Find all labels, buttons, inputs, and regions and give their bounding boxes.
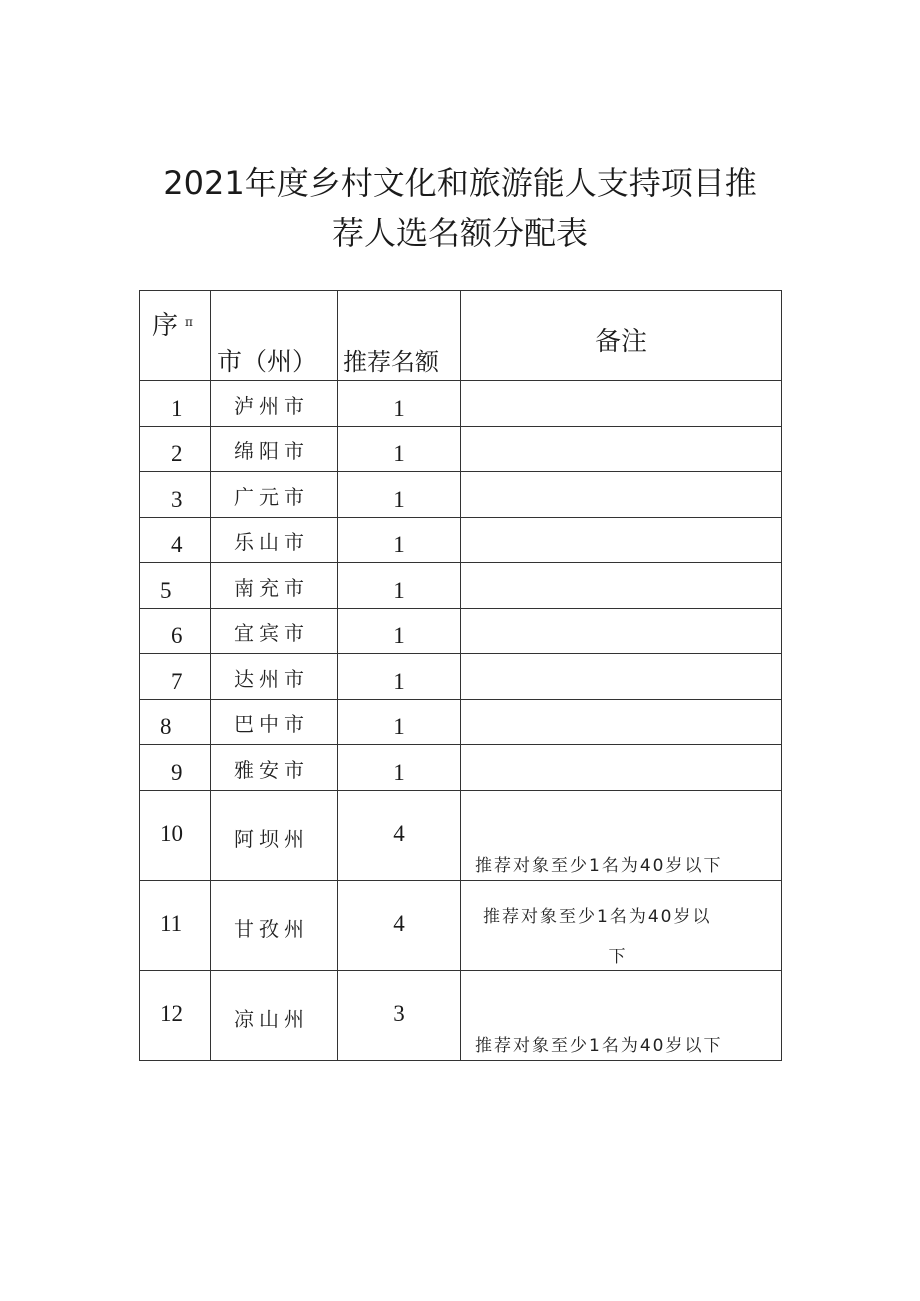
note-cell — [461, 381, 782, 427]
city-name: 凉山州 — [234, 1006, 309, 1031]
quota-cell — [338, 654, 461, 700]
table-row — [140, 970, 782, 1060]
city-cell — [211, 608, 338, 654]
note-text: 推荐对象至少1名为40岁以下 — [475, 1035, 723, 1056]
table-row — [140, 472, 782, 518]
city-name: 甘孜州 — [234, 916, 309, 941]
quota-cell — [338, 517, 461, 563]
note-cell — [461, 472, 782, 518]
city-cell — [211, 654, 338, 700]
row-number: 11 — [160, 910, 183, 936]
table-header-row — [140, 291, 782, 381]
city-cell — [211, 745, 338, 791]
header-quota-cell — [338, 291, 461, 381]
quota-allocation-table — [139, 290, 782, 1061]
table-row — [140, 517, 782, 563]
city-cell — [211, 970, 338, 1060]
quota-value: 1 — [393, 668, 405, 694]
row-number: 6 — [171, 623, 183, 648]
seq-cell — [140, 654, 211, 700]
note-cell — [461, 563, 782, 609]
title-line-1: 2021年度乡村文化和旅游能人支持项目推 — [163, 164, 757, 202]
note-text-line2: 下 — [608, 946, 628, 967]
seq-cell — [140, 699, 211, 745]
quota-cell — [338, 381, 461, 427]
city-name: 巴中市 — [234, 712, 309, 736]
note-cell — [461, 790, 782, 880]
header-seq-cell — [140, 291, 211, 381]
city-cell — [211, 563, 338, 609]
quota-cell — [338, 790, 461, 880]
row-number: 9 — [171, 759, 183, 785]
quota-cell — [338, 970, 461, 1060]
table-row — [140, 654, 782, 700]
row-number: 1 — [171, 395, 183, 421]
city-name: 雅安市 — [234, 757, 309, 782]
city-name: 阿坝州 — [234, 826, 309, 851]
city-cell — [211, 880, 338, 970]
row-number: 10 — [160, 820, 183, 846]
quota-value: 1 — [393, 577, 405, 603]
city-name: 达州市 — [234, 666, 309, 691]
quota-value: 1 — [393, 486, 405, 512]
table-row — [140, 608, 782, 654]
city-name: 乐山市 — [234, 530, 309, 554]
quota-cell — [338, 563, 461, 609]
note-text: 推荐对象至少1名为40岁以下 — [475, 855, 723, 876]
quota-cell — [338, 699, 461, 745]
quota-cell — [338, 880, 461, 970]
header-city-cell — [211, 291, 338, 381]
city-cell — [211, 426, 338, 472]
header-seq: 序 — [152, 311, 179, 341]
table-row — [140, 790, 782, 880]
note-text-line1: 推荐对象至少1名为40岁以 — [483, 906, 712, 927]
seq-cell — [140, 563, 211, 609]
header-quota: 推荐名额 — [343, 348, 439, 376]
note-cell — [461, 608, 782, 654]
note-cell — [461, 426, 782, 472]
table-row — [140, 745, 782, 791]
row-number: 5 — [160, 577, 172, 603]
note-cell — [461, 880, 782, 970]
city-name: 绵阳市 — [234, 439, 309, 463]
document-title — [0, 158, 920, 258]
quota-value: 1 — [393, 395, 405, 421]
note-cell — [461, 654, 782, 700]
row-number: 2 — [171, 441, 183, 466]
note-cell — [461, 745, 782, 791]
note-cell — [461, 699, 782, 745]
quota-value: 4 — [393, 910, 405, 936]
seq-cell — [140, 381, 211, 427]
row-number: 12 — [160, 1000, 183, 1026]
seq-cell — [140, 745, 211, 791]
seq-cell — [140, 608, 211, 654]
city-name: 广元市 — [234, 484, 309, 509]
note-text-wrapped — [483, 897, 773, 977]
seq-cell — [140, 880, 211, 970]
quota-value: 4 — [393, 820, 405, 846]
quota-cell — [338, 608, 461, 654]
quota-value: 1 — [393, 759, 405, 785]
header-note-cell — [461, 291, 782, 381]
quota-value: 1 — [393, 441, 405, 466]
seq-cell — [140, 472, 211, 518]
city-cell — [211, 699, 338, 745]
city-cell — [211, 472, 338, 518]
table-row — [140, 381, 782, 427]
row-number: 3 — [171, 486, 183, 512]
note-cell — [461, 517, 782, 563]
header-note: 备注 — [594, 327, 647, 357]
note-cell — [461, 970, 782, 1060]
row-number: 4 — [171, 532, 183, 557]
quota-value: 3 — [393, 1000, 405, 1026]
city-cell — [211, 381, 338, 427]
row-number: 8 — [160, 714, 172, 739]
city-name: 南充市 — [234, 575, 309, 600]
city-cell — [211, 517, 338, 563]
city-name: 泸州市 — [234, 393, 309, 418]
quota-cell — [338, 426, 461, 472]
header-city: 市（州） — [217, 347, 318, 376]
quota-cell — [338, 745, 461, 791]
table-row — [140, 426, 782, 472]
city-cell — [211, 790, 338, 880]
table-row — [140, 699, 782, 745]
quota-cell — [338, 472, 461, 518]
seq-cell — [140, 970, 211, 1060]
city-name: 宜宾市 — [234, 621, 309, 645]
quota-value: 1 — [393, 532, 405, 557]
seq-cell — [140, 426, 211, 472]
row-number: 7 — [171, 668, 183, 694]
seq-cell — [140, 517, 211, 563]
seq-cell — [140, 790, 211, 880]
quota-value: 1 — [393, 623, 405, 648]
table-row — [140, 880, 782, 970]
table-row — [140, 563, 782, 609]
title-line-2: 荐人选名额分配表 — [331, 214, 588, 252]
quota-value: 1 — [393, 714, 405, 739]
header-seq-mark: π — [185, 315, 193, 329]
